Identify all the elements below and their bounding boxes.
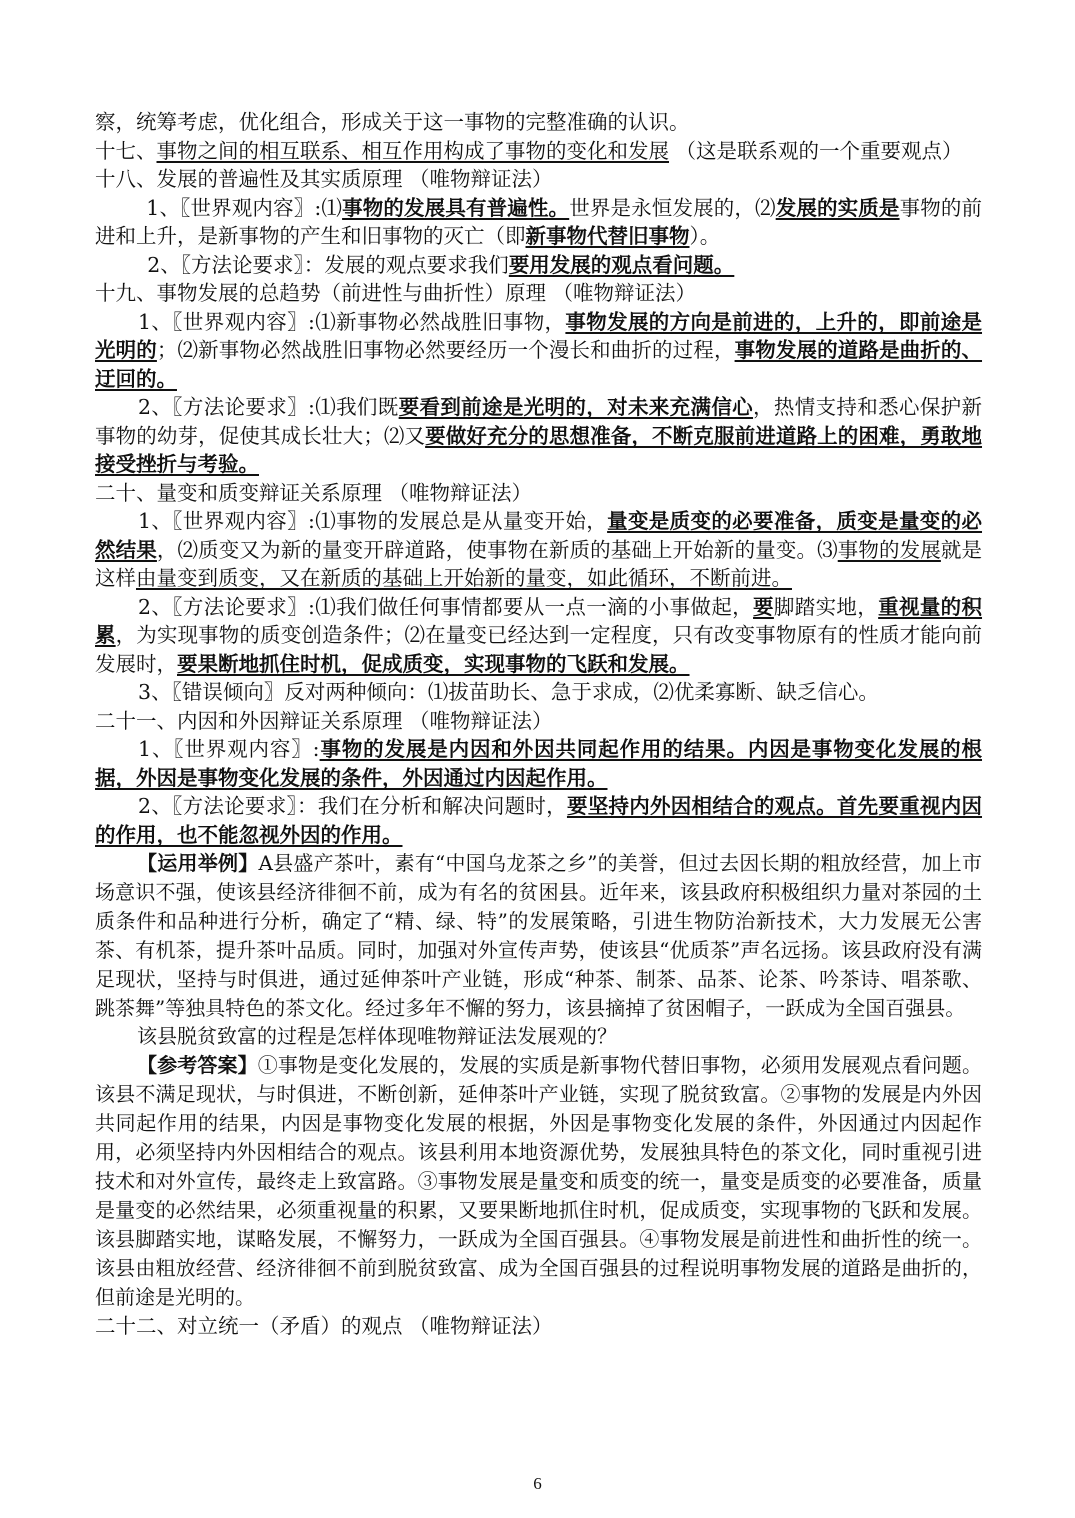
example-question: 该县脱贫致富的过程是怎样体现唯物辩证法发展观的？ [137, 1024, 617, 1049]
key-point: 事物的发展是内因和外因共同起作用的结果。内因是事物变化发展的根据，外因是事物变化发展的条件，外因通过内因起作用。 [95, 737, 983, 790]
page-number: 6 [533, 1474, 542, 1493]
section-22-title: 二十二、对立统一（矛盾）的观点 （唯物辩证法） [95, 1313, 553, 1338]
key-point: 要果断地抓住时机，促成质变，实现事物的飞跃和发展。 [177, 651, 690, 676]
key-point: 发展的实质是 [775, 195, 900, 220]
text: 世界是永恒发展的，⑵ [569, 195, 776, 220]
continuation-line: 察，统筹考虑，优化组合，形成关于这一事物的完整准确的认识。 [95, 110, 690, 134]
text: ，⑵质变又为新的量变开辟道路，使事物在新质的基础上开始新的量变。⑶ [156, 537, 838, 562]
section-21-method [95, 792, 982, 849]
text: ，热情支持和悉心保护新事物的幼芽，促使其成长壮大；⑵又 [95, 395, 983, 448]
section-17-principle: 事物之间的相互联系、相互作用构成了事物的变化和发展 [156, 138, 669, 163]
key-point: 事物的发展具有普遍性。 [342, 195, 570, 220]
method-label: 2、〖方法论要求〗：发展的观点要求我们 [147, 252, 509, 277]
worldview-label: 1、〖世界观内容〗: [138, 737, 320, 761]
section-20-errors: 3、〖错误倾向〗反对两种倾向：⑴拔苗助长、急于求成，⑵优柔寡断、缺乏信心。 [138, 680, 879, 704]
example-paragraph [95, 849, 982, 1022]
section-18-title: 十八、发展的普遍性及其实质原理 （唯物辩证法） [95, 167, 553, 191]
worldview-label: 1、〖世界观内容〗:⑴新事物必然战胜旧事物， [138, 309, 566, 334]
section-21-worldview [95, 735, 982, 792]
section-20-worldview [95, 507, 982, 593]
answer-paragraph [95, 1051, 982, 1311]
key-point: 要做好充分的思想准备，不断克服前进道路上的困难，勇敢地接受挫折与考验。 [95, 423, 983, 476]
text: ；⑵新事物必然战胜旧事物必然要经历一个漫长和曲折的过程， [156, 338, 735, 362]
section-20-method [95, 593, 982, 679]
key-point: 要坚持内外因相结合的观点。首先要重视内因的作用，也不能忽视外因的作用。 [95, 794, 983, 847]
section-17-note: （这是联系观的一个重要观点） [669, 138, 963, 163]
document-body [95, 108, 982, 1340]
section-18-worldview [95, 194, 982, 251]
key-point: 事物的发展 [837, 537, 941, 562]
section-17 [95, 137, 982, 166]
section-18-method [95, 251, 982, 280]
key-point: 要 [753, 594, 774, 619]
worldview-label: 1、〖世界观内容〗:⑴事物的发展总是从量变开始， [138, 509, 608, 533]
text: 脚踏实地， [773, 594, 879, 619]
key-point: 事物发展的方向是前进的，上升的，即前途是光明的 [95, 309, 983, 362]
key-point: 新事物代替旧事物 [525, 224, 690, 248]
worldview-label: 1、〖世界观内容〗:⑴ [146, 195, 343, 220]
key-point: 由量变到质变，又在新质的基础上开始新的量变，如此循环，不断前进。 [136, 566, 792, 590]
method-label: 2、〖方法论要求〗:⑴我们既 [138, 395, 399, 419]
answer-text: ①事物是变化发展的，发展的实质是新事物代替旧事物，必须用发展观点看问题。该县不满足现状，与时俱进，不断创新，延伸茶叶产业链，实现了脱贫致富。②事物的发展是内外因共同起作用的结果，内因是事物变化发展的根据，外因是事物变化发展的条件，外因通过内因起作用，必须坚持内外因相结合的观点。该县利用本地资源优势，发展独具特色的茶文化，同时重视引进技术和对外宣传，最终走上致富路。③事物发展是量变和质变的统一，量变是质变的必要准备，质量是量变的必然结果，必须重视量的积累，又要果断地抓住时机，促成质变，实现事物的飞跃和发展。该县脚踏实地，谋略发展，不懈努力，一跃成为全国百强县。④事物发展是前进性和曲折性的统一。该县由粗放经营、经济徘徊不前到脱贫致富、成为全国百强县的过程说明事物发展的道路是曲折的，但前途是光明的。 [95, 1053, 983, 1309]
section-19-method [95, 393, 982, 479]
text: ）。 [689, 224, 721, 248]
section-21-title: 二十一、内因和外因辩证关系原理 （唯物辩证法） [95, 708, 553, 733]
answer-label: 【参考答案】 [137, 1053, 258, 1078]
example-text: A县盛产茶叶，素有“中国乌龙茶之乡”的美誉，但过去因长期的粗放经营，加上市场意识不强，使该县经济徘徊不前，成为有名的贫困县。近年来，该县政府积极组织力量对茶园的土质条件和品种进行分析，确定了“精、绿、特”的发展策略，引进生物防治新技术，大力发展无公害茶、有机茶，提升茶叶品质。同时，加强对外宣传声势，使该县“优质茶”声名远扬。该县政府没有满足现状，坚持与时俱进，通过延伸茶叶产业链，形成“种茶、制茶、品茶、论茶、吟茶诗、唱茶歌、跳茶舞”等独具特色的茶文化。经过多年不懈的努力，该县摘掉了贫困帽子，一跃成为全国百强县。 [95, 851, 982, 1020]
method-label: 2、〖方法论要求〗：我们在分析和解决问题时， [138, 794, 567, 818]
example-label: 【运用举例】 [137, 851, 259, 875]
key-point: 重视量的积累 [95, 594, 983, 647]
text: ，为实现事物的质变创造条件；⑵在量变已经达到一定程度，只有改变事物原有的性质才能向前发展时， [95, 623, 983, 676]
section-20-title: 二十、量变和质变辩证关系原理 （唯物辩证法） [95, 480, 533, 505]
key-point: 要看到前途是光明的，对未来充满信心 [398, 395, 754, 419]
key-point: 事物发展的道路是曲折的、迂回的。 [95, 338, 983, 391]
text: 事物的前进和上升，是新事物的产生和旧事物的灭亡（即 [95, 195, 983, 248]
section-19-worldview [95, 308, 982, 394]
key-point: 要用发展的观点看问题。 [508, 252, 735, 277]
text: 就是这样 [95, 537, 983, 590]
method-label: 2、〖方法论要求〗:⑴我们做任何事情都要从一点一滴的小事做起， [138, 594, 754, 619]
key-point: 量变是质变的必要准备，质变是量变的必然结果 [95, 509, 983, 562]
section-17-number: 十七、 [95, 138, 157, 163]
section-19-title: 十九、事物发展的总趋势（前进性与曲折性）原理 （唯物辩证法） [95, 281, 697, 305]
